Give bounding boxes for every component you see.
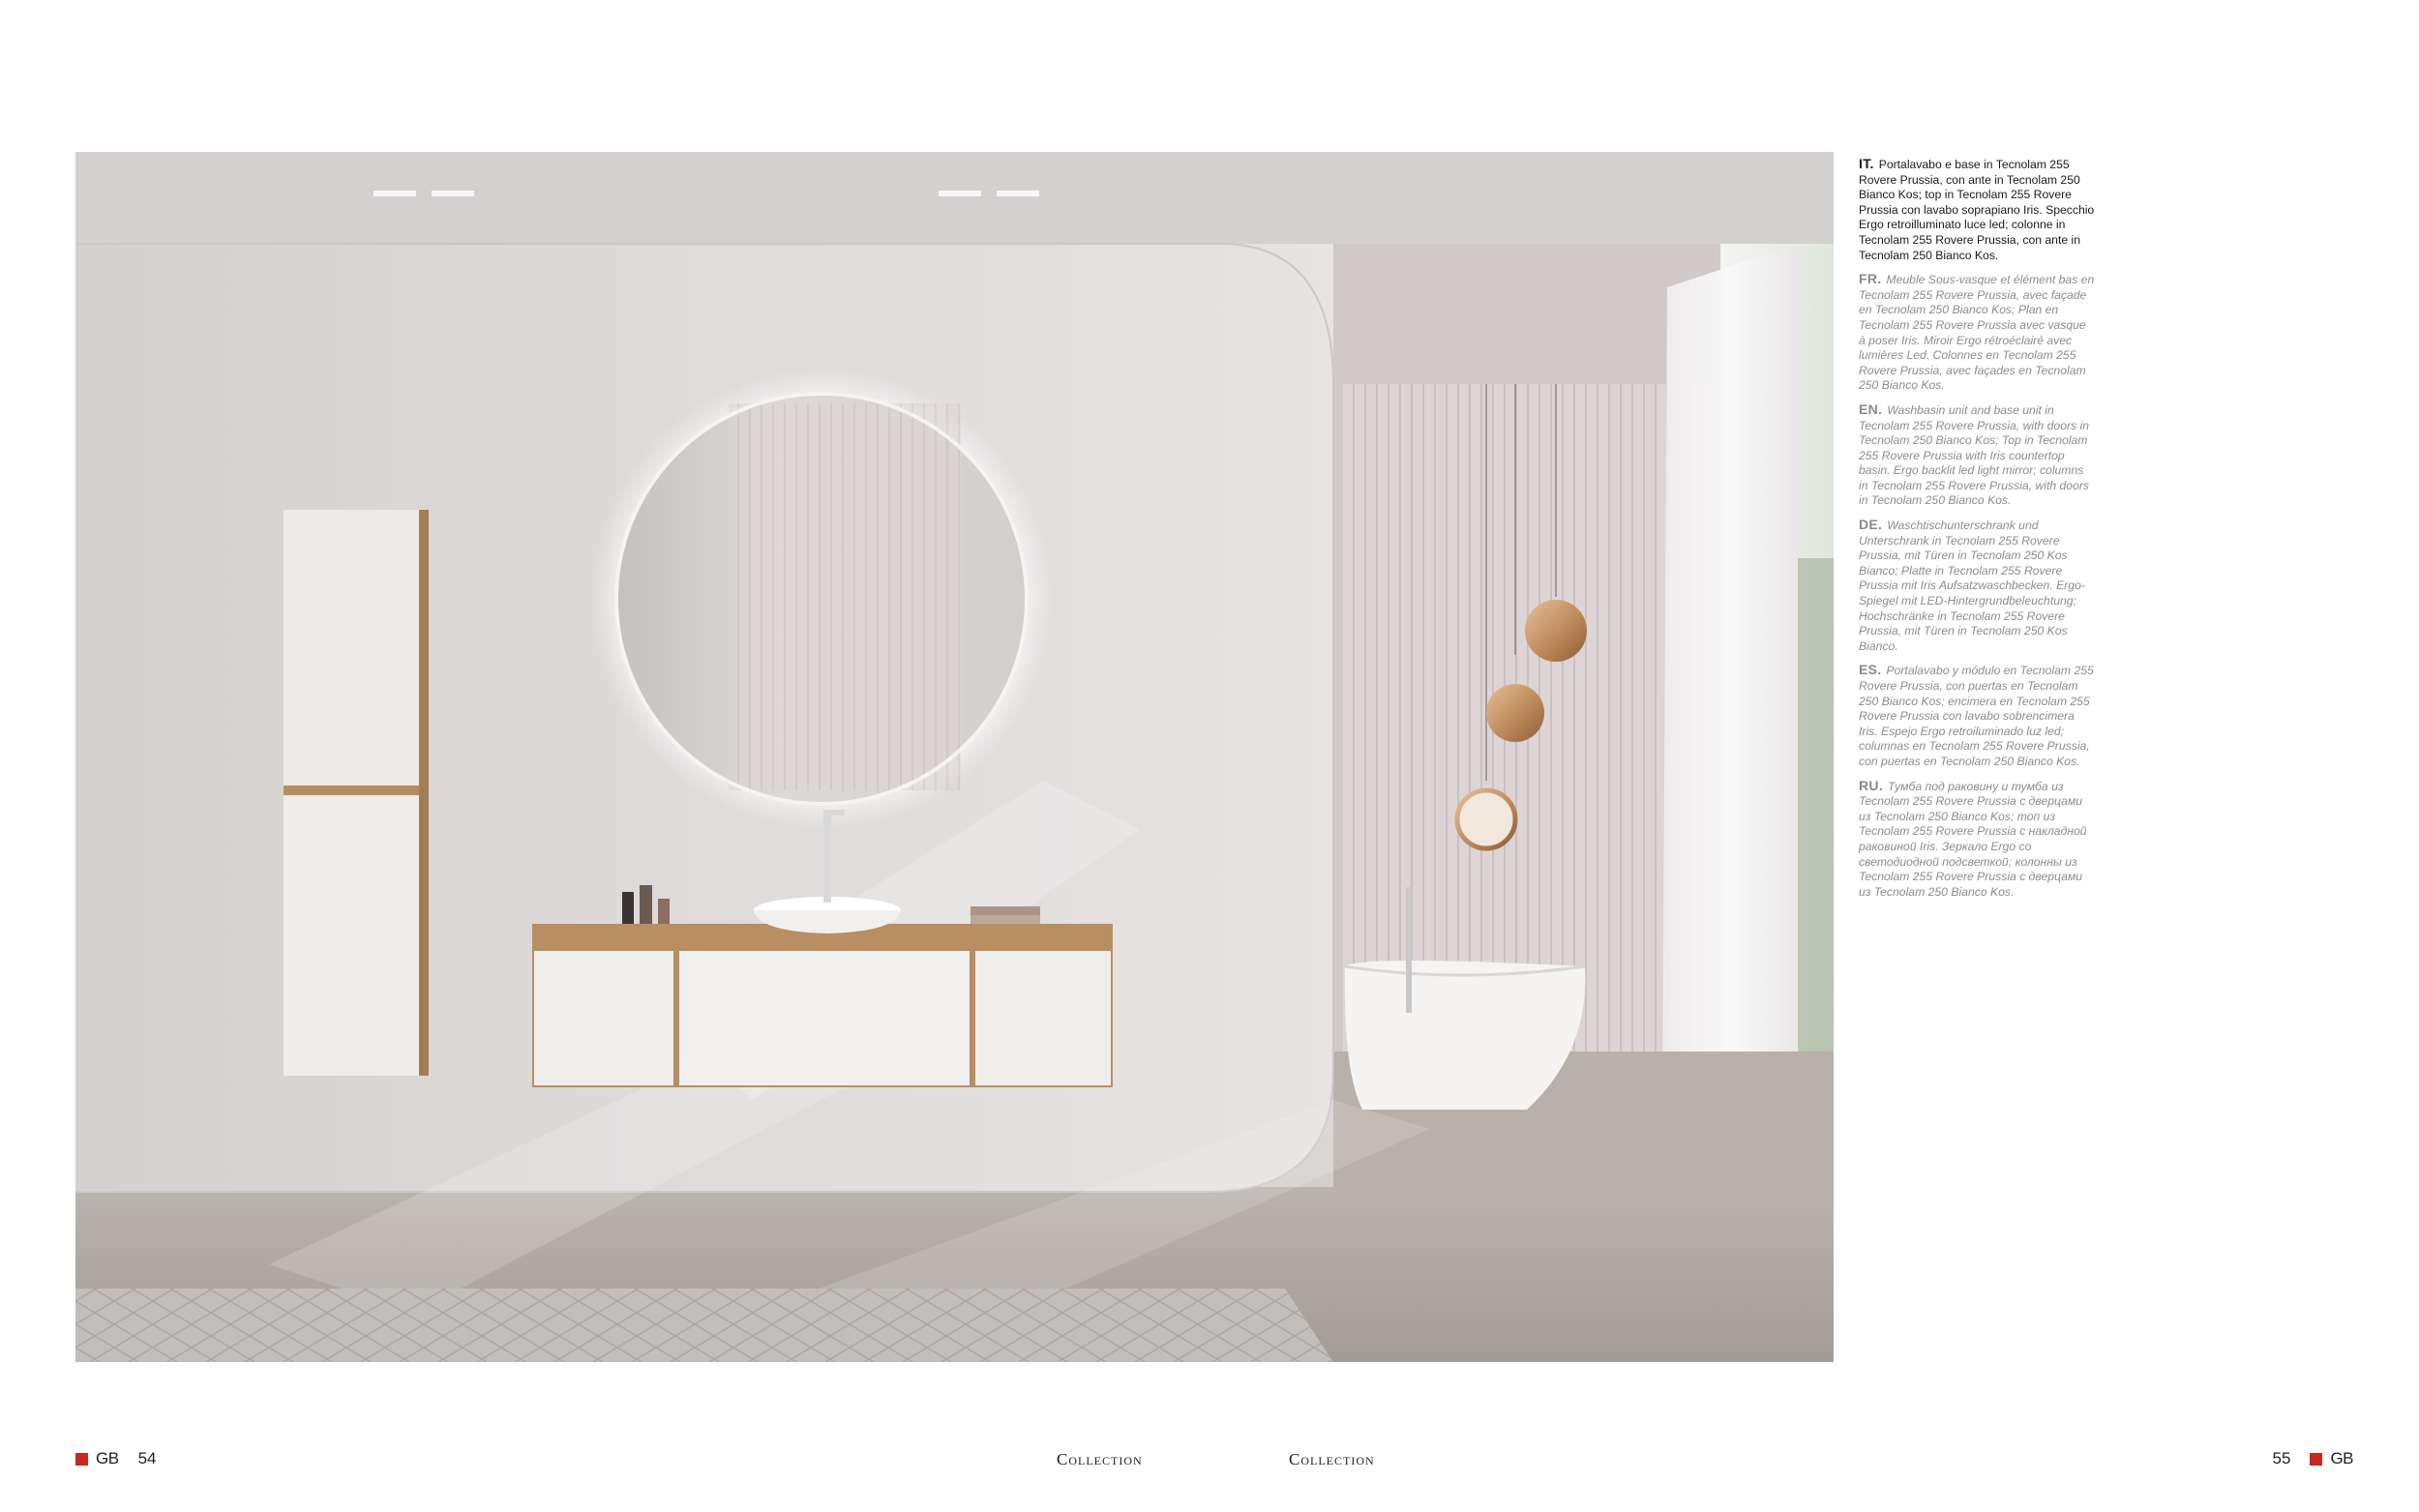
description-de bbox=[1859, 518, 2095, 654]
ceiling bbox=[75, 152, 1834, 244]
language-code: ES. bbox=[1859, 662, 1882, 678]
description-en bbox=[1859, 402, 2095, 509]
description-text: Meuble Sous-vasque et élément bas en Tecnolam 255 Rovere Prussia, avec façade en Tecnolam 250 Bianco Kos; Plan en Tecnolam 255 Rovere Prussia avec vasque à poser Iris. Miroir Ergo rétroéclairé avec lumières Led. Colonnes en Tecnolam 255 Rovere Prussia, avec façades en Tecnolam 250 Bianco Kos. bbox=[1859, 273, 2095, 393]
ceiling-light bbox=[939, 191, 981, 196]
towel bbox=[971, 915, 1040, 924]
ceiling-light bbox=[997, 191, 1039, 196]
column-door-top bbox=[284, 510, 419, 786]
description-fr bbox=[1859, 272, 2095, 394]
description-es bbox=[1859, 663, 2095, 769]
bathroom-scene bbox=[75, 152, 1834, 1362]
footer-left bbox=[75, 1449, 156, 1468]
brand-logo: GB bbox=[96, 1449, 119, 1468]
description-text: Тумба под раковину и тумба из Tecnolam 255 Rovere Prussia с дверцами из Tecnolam 250 Bianco Kos; топ из Tecnolam 255 Rovere Prussia с накладной раковиной Iris. Зеркало Ergo со светодиодной подсветкой; колонны из Tecnolam 255 Rovere Prussia с дверцами из Tecnolam 250 Bianco Kos. bbox=[1859, 779, 2087, 899]
towel bbox=[971, 906, 1040, 915]
page-number-right: 55 bbox=[2272, 1449, 2291, 1468]
curtain bbox=[1662, 244, 1798, 1129]
bottle bbox=[658, 899, 670, 924]
pendant-lamp bbox=[1525, 600, 1587, 662]
footer-right bbox=[2273, 1449, 2353, 1468]
rug bbox=[75, 1289, 1333, 1362]
tub-tap bbox=[1406, 887, 1412, 1013]
vanity-drawer-right bbox=[975, 951, 1111, 1085]
ceiling-light bbox=[373, 191, 416, 196]
language-code: RU. bbox=[1859, 777, 1884, 793]
column-door-bottom bbox=[284, 795, 419, 1076]
page-number-left: 54 bbox=[137, 1449, 157, 1468]
language-code: FR. bbox=[1859, 271, 1882, 287]
running-title-left: Collection bbox=[1057, 1450, 1143, 1468]
brand-logo: GB bbox=[2330, 1449, 2353, 1468]
language-code: IT. bbox=[1859, 156, 1874, 171]
description-it bbox=[1859, 157, 2095, 263]
language-code: DE. bbox=[1859, 517, 1883, 533]
pendant-lamp bbox=[1486, 684, 1544, 742]
product-descriptions bbox=[1859, 157, 2095, 908]
description-text: Waschtischunterschrank und Unterschrank in Tecnolam 255 Rovere Prussia, mit Türen in Tecnolam 250 Kos Bianco; Platte in Tecnolam 255 Rovere Prussia mit Iris Aufsatzwaschbecken. Ergo-Spiegel mit LED-Hintergrundbeleuchtung; Hochschränke in Tecnolam 255 Rovere Prussia, mit Türen in Tecnolam 250 Kos Bianco. bbox=[1859, 519, 2085, 653]
pendant-lamp bbox=[1457, 790, 1515, 848]
vanity-drawer-left bbox=[534, 951, 673, 1085]
ceiling-light bbox=[432, 191, 474, 196]
description-text: Portalavabo e base in Tecnolam 255 Rovere Prussia, con ante in Tecnolam 250 Bianco Kos; top in Tecnolam 255 Rovere Prussia con lavabo soprapiano Iris. Specchio Ergo retroilluminato luce led; colonne in Tecnolam 255 Rovere Prussia, con ante in Tecnolam 250 Bianco Kos. bbox=[1859, 158, 2095, 262]
description-ru bbox=[1859, 779, 2095, 901]
brand-square-icon bbox=[75, 1453, 88, 1466]
brand-square-icon bbox=[2310, 1453, 2322, 1466]
bottle bbox=[622, 892, 634, 924]
bottle bbox=[640, 885, 652, 924]
language-code: EN. bbox=[1859, 400, 1883, 417]
running-title-right: Collection bbox=[1289, 1450, 1375, 1468]
basin-tap bbox=[823, 810, 831, 903]
vanity-drawer-center bbox=[679, 951, 970, 1085]
description-text: Washbasin unit and base unit in Tecnolam 255 Rovere Prussia, with doors in Tecnolam 250 Bianco Kos; Top in Tecnolam 255 Rovere Prussia with Iris countertop basin. Ergo backlit led light mirror; columns in Tecnolam 255 Rovere Prussia, with doors in Tecnolam 250 Bianco Kos. bbox=[1859, 402, 2090, 508]
bathroom-photo bbox=[75, 152, 1834, 1362]
description-text: Portalavabo y módulo en Tecnolam 255 Rovere Prussia, con puertas en Tecnolam 250 Bianco Kos; encimera en Tecnolam 255 Rovere Prussia con lavabo sobrencimera Iris. Espejo Ergo retroiluminado luz led; columnas en Tecnolam 255 Rovere Prussia, con puertas en Tecnolam 250 Bianco Kos. bbox=[1859, 664, 2094, 768]
